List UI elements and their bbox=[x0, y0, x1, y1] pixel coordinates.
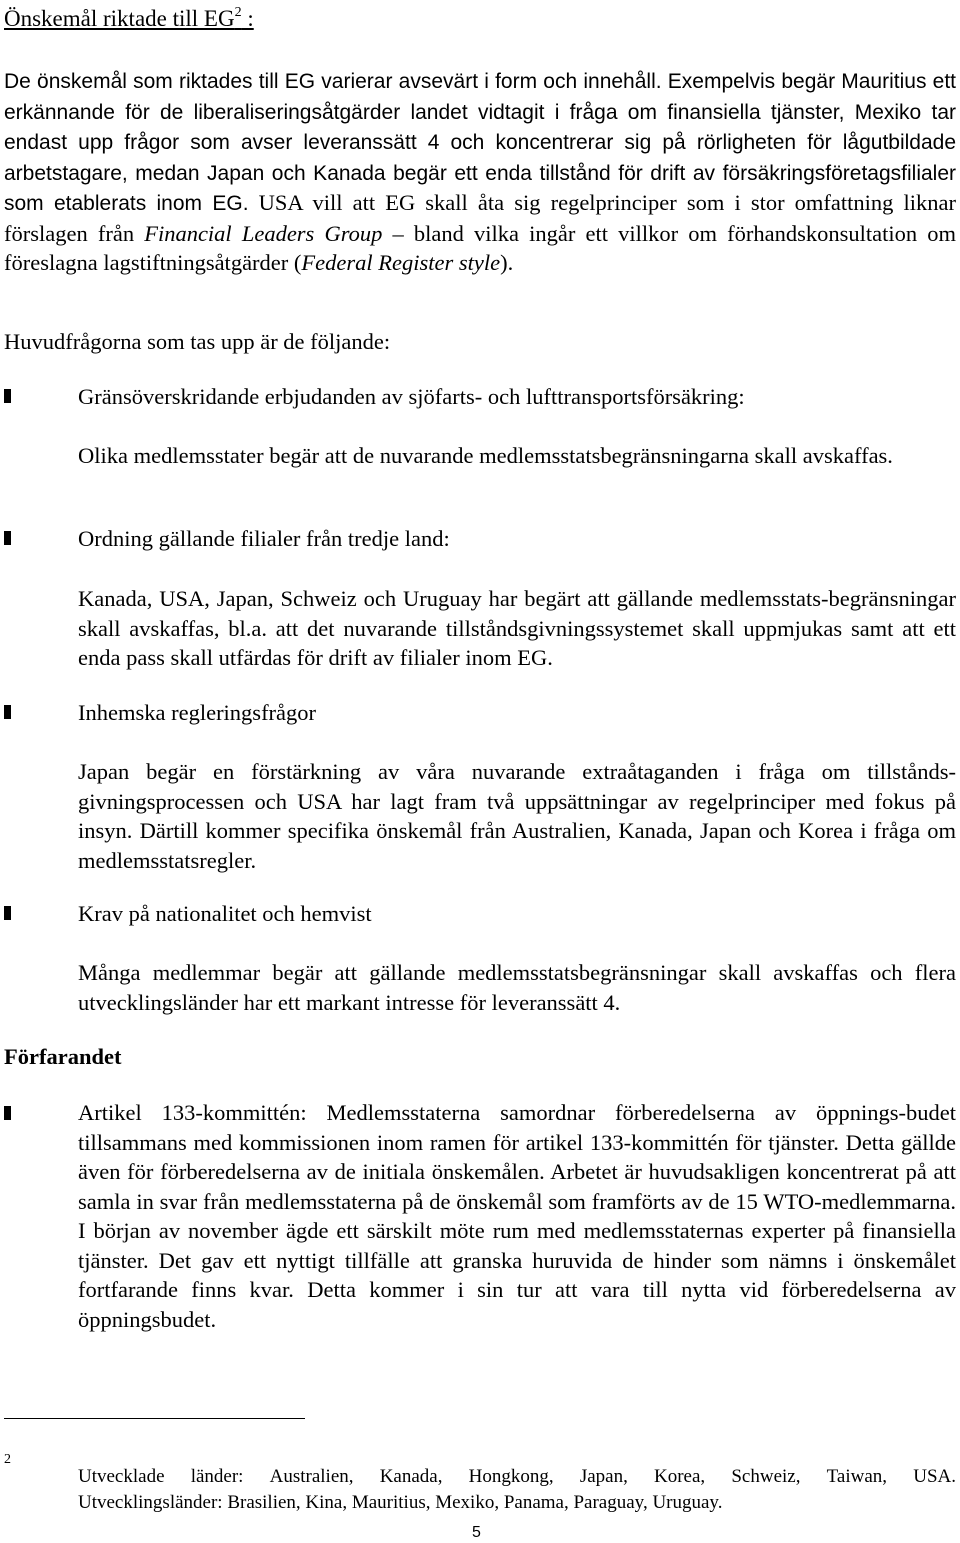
footnote-developed bbox=[78, 1464, 956, 1490]
intro-italic-federal: Federal Register style bbox=[301, 250, 501, 275]
footnote-text bbox=[78, 1464, 956, 1516]
heading-suffix: : bbox=[241, 6, 254, 31]
bullet-square-icon bbox=[4, 389, 11, 403]
footnote-word: Australien, bbox=[269, 1466, 354, 1487]
item-text: Många medlemmar begär att gällande medlemsstatsbegränsningar skall avskaffas och flera utvecklingsländer har ett markant intresse för leveranssätt 4. bbox=[78, 960, 956, 1015]
heading-text: Önskemål riktade till EG bbox=[4, 6, 235, 31]
intro-seg3: – bland vilka ingår ett villkor om förhandskonsultation om föreslagna lagstiftningsåtgärder ( bbox=[4, 220, 956, 275]
procedure-text: Artikel 133-kommittén: Medlemsstaterna samordnar förberedelserna av öppnings-budet tillsammans med kommissionen inom ramen för artikel 133-kommittén för tjänster. Detta gällde även för förberedelserna av de initiala önskemålen. Arbetet är huvudsakligen koncentrerat på att samla in svar från medlemsstaterna på de önskemål som framförts av de 15 WTO-medlemmarna. I början av november ägde ett särskilt möte rum med medlemsstaternas experter på finansiella tjänster. Det gav ett nyttigt tillfälle att granska huruvida de hinder som nämns i önskemålet fortfarande finns kvar. Detta kommer i sin tur att vara till nytta vid förberedelserna av öppningsbudet. bbox=[78, 1100, 956, 1332]
bullet-square-icon bbox=[4, 1106, 11, 1120]
intro-paragraph bbox=[4, 66, 956, 278]
intro-seg2: USA vill att EG skall åta sig regelprinciper som i stor omfattning liknar förslagen från bbox=[4, 190, 956, 246]
procedure-heading: Förfarandet bbox=[4, 1044, 122, 1069]
footnote-word: länder: bbox=[190, 1466, 244, 1487]
item-text: Japan begär en förstärkning av våra nuvarande extraåtaganden i fråga om tillstånds-givningsprocessen och USA har lagt fram två uppsättningar av regelprinciper med fokus på insyn. Därtill kommer specifika önskemål från Australien, Kanada, Japan och Korea i fråga om medlemsstatsregler. bbox=[78, 759, 956, 873]
footnote-word: Japan, bbox=[579, 1466, 628, 1487]
footnote-word: Taiwan, bbox=[826, 1466, 888, 1487]
item-label: Gränsöverskridande erbjudanden av sjöfarts- och lufttransportsförsäkring: bbox=[78, 384, 745, 409]
item-label: Krav på nationalitet och hemvist bbox=[78, 901, 372, 926]
section-heading bbox=[4, 4, 254, 34]
bullet-square-icon bbox=[4, 705, 11, 719]
footnote-mark: 2 bbox=[4, 1452, 11, 1467]
intro-seg4: ). bbox=[500, 250, 514, 275]
intro-italic-flg: Financial Leaders Group bbox=[144, 220, 383, 246]
footnote-divider bbox=[4, 1418, 305, 1419]
footnote-word: USA. bbox=[913, 1466, 956, 1487]
footnote-word: Utvecklade bbox=[78, 1466, 165, 1487]
footnote-word: Schweiz, bbox=[731, 1466, 801, 1487]
item-label: Inhemska regleringsfrågor bbox=[78, 700, 317, 725]
footnote-word: Korea, bbox=[654, 1466, 706, 1487]
footnote-ref[interactable]: 2 bbox=[234, 5, 242, 20]
footnote-developing: Utvecklingsländer: Brasilien, Kina, Mauritius, Mexiko, Panama, Paraguay, Uruguay. bbox=[78, 1492, 723, 1513]
footnote-word: Hongkong, bbox=[468, 1466, 554, 1487]
main-question: Huvudfrågorna som tas upp är de följande: bbox=[4, 329, 391, 354]
item-label: Ordning gällande filialer från tredje land: bbox=[78, 526, 450, 551]
page-number: 5 bbox=[472, 1524, 481, 1541]
item-text: Kanada, USA, Japan, Schweiz och Uruguay har begärt att gällande medlemsstats-begränsningar skall avskaffas, bl.a. att det nuvarande tillståndsgivningssystemet skall uppmjukas samt att ett enda pass skall utfärdas för drift av filialer inom EG. bbox=[78, 586, 956, 670]
bullet-square-icon bbox=[4, 906, 11, 920]
list-item bbox=[4, 382, 956, 412]
footnote-word: Kanada, bbox=[379, 1466, 443, 1487]
intro-seg1: De önskemål som riktades till EG varierar avsevärt i form och innehåll. Exempelvis begär Mauritius ett erkännande för de liberaliseringsåtgärder landet vidtagit i fråga om finansiella tjänster, Mexiko tar endast upp frågor som avser leveranssätt 4 och koncentrerar sig på rörligheten för lågutbildade arbetstagare, medan Japan och Kanada begär ett enda tillstånd för drift av försäkringsföretagsfilialer som etablerats inom EG. bbox=[4, 70, 956, 215]
list-item bbox=[4, 698, 956, 728]
list-item bbox=[4, 524, 956, 554]
item-text: Olika medlemsstater begär att de nuvarande medlemsstatsbegränsningarna skall avskaffas. bbox=[78, 443, 893, 468]
list-item bbox=[4, 899, 956, 929]
bullet-square-icon bbox=[4, 531, 11, 545]
